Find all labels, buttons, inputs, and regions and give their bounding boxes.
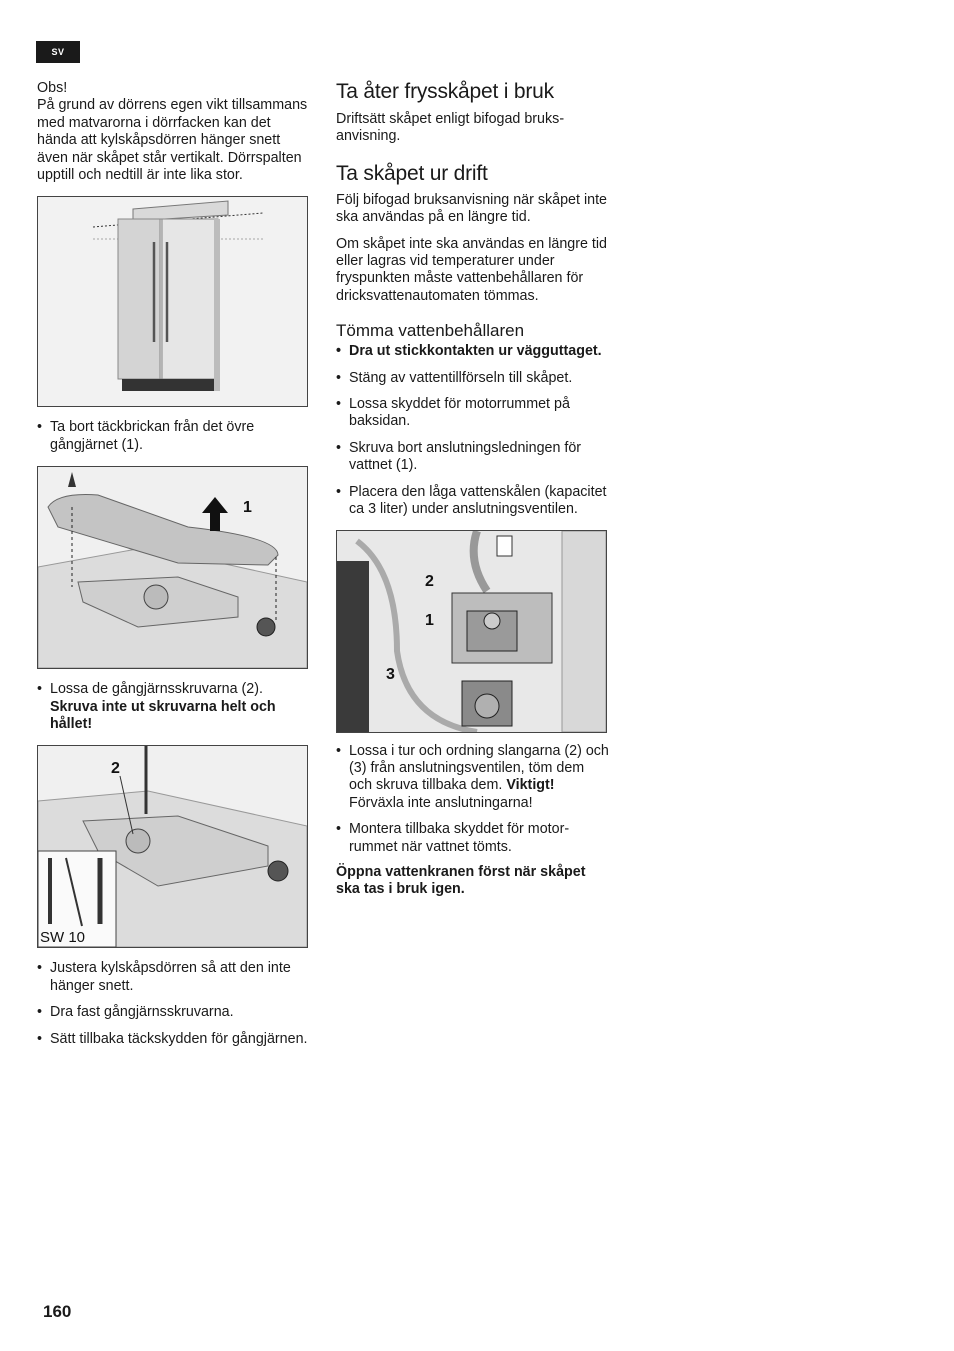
- bullet-2-warning: Skruva inte ut skruvarna helt och hållet!: [50, 698, 276, 733]
- bullet-2-text: Lossa de gångjärnsskruvarna (2).: [50, 681, 263, 698]
- language-badge: SV: [36, 41, 80, 63]
- hinge-cover-illustration: [38, 467, 307, 668]
- list-item: • Lossa skyddet för motorrummet på baksidan.: [336, 396, 610, 431]
- list-item: • Justera kylskåpsdörren så att den inte hänger snett.: [37, 960, 309, 995]
- note-text: På grund av dörrens egen vikt tillsammans med matvarorna i dörrfacken kan det hända att kylskåpsdörren hänger snett även när skåpet står vertikalt. Dörrspalten upptill och nedtill är inte lika stor.: [37, 97, 308, 184]
- page-number: 160: [43, 1302, 72, 1321]
- section-title-shutdown: Ta skåpet ur drift: [336, 161, 488, 185]
- section-shutdown-text-2: Om skåpet inte ska användas en längre tid eller lagras vid temperaturer under fryspunkten måste vattenbehållaren för dricksvattenautomaten tömmas.: [336, 235, 608, 304]
- section-title-restart: Ta åter frysskåpet i bruk: [336, 80, 554, 103]
- left-column: [37, 80, 309, 1048]
- list-item: • Ta bort täckbrickan från det övre gångjärnet (1).: [37, 419, 309, 454]
- bullets-3: [37, 960, 309, 1048]
- figure-label-1: 1: [243, 499, 252, 517]
- list-item: • Skruva bort anslutningsledningen för vattnet (1).: [336, 440, 610, 475]
- important-label: Viktigt!: [506, 777, 555, 794]
- subsection-title: Tömma vattenbehållaren: [336, 321, 525, 341]
- bullets-2: [37, 681, 309, 733]
- list-item: [336, 743, 610, 813]
- section-shutdown-text-1: Följ bifogad bruksanvisning när skåpet inte ska användas på en längre tid.: [336, 191, 608, 226]
- right-column: [336, 80, 610, 899]
- water-valve-illustration: [337, 531, 606, 732]
- hinge-screws-illustration: [38, 746, 307, 947]
- list-item: [37, 681, 309, 733]
- tool-size-label: SW 10: [40, 929, 86, 947]
- list-item: • Montera tillbaka skyddet för motorrummet när vattnet tömts.: [336, 821, 610, 856]
- valve-label-3: 3: [386, 665, 395, 683]
- hinge-screws-figure: [37, 745, 308, 948]
- list-item: • Dra ut stickkontakten ur vägguttaget.: [336, 343, 610, 360]
- valve-label-1: 1: [425, 611, 434, 629]
- bullets-1: [37, 419, 309, 454]
- water-valve-figure: [336, 530, 607, 733]
- important-text: Förväxla inte anslutningarna!: [349, 794, 533, 811]
- list-item: • Sätt tillbaka täckskydden för gångjärnen.: [37, 1031, 309, 1048]
- list-item: • Stäng av vattentillförseln till skåpet.: [336, 370, 610, 387]
- section-restart-text: Driftsätt skåpet enligt bifogad bruksanvisning.: [336, 111, 565, 145]
- valve-label-2: 2: [425, 572, 434, 590]
- list-item: • Dra fast gångjärnsskruvarna.: [37, 1004, 309, 1021]
- step-after-text: Lossa i tur och ordning slangarna (2) och (3) från anslutningsventilen, töm dem och skruva tillbaka dem.: [349, 742, 609, 794]
- hinge-cover-figure: [37, 466, 308, 669]
- steps-after-list: [336, 743, 610, 856]
- list-item: • Placera den låga vattenskålen (kapacitet ca 3 liter) under anslutningsventilen.: [336, 484, 610, 519]
- figure-label-2: 2: [111, 760, 120, 778]
- fridge-figure: [37, 196, 308, 407]
- note-title: Obs!: [37, 80, 68, 96]
- closing-note: Öppna vattenkranen först när skåpet ska tas i bruk igen.: [336, 863, 586, 898]
- steps-list: [336, 343, 610, 518]
- fridge-illustration: [38, 197, 307, 406]
